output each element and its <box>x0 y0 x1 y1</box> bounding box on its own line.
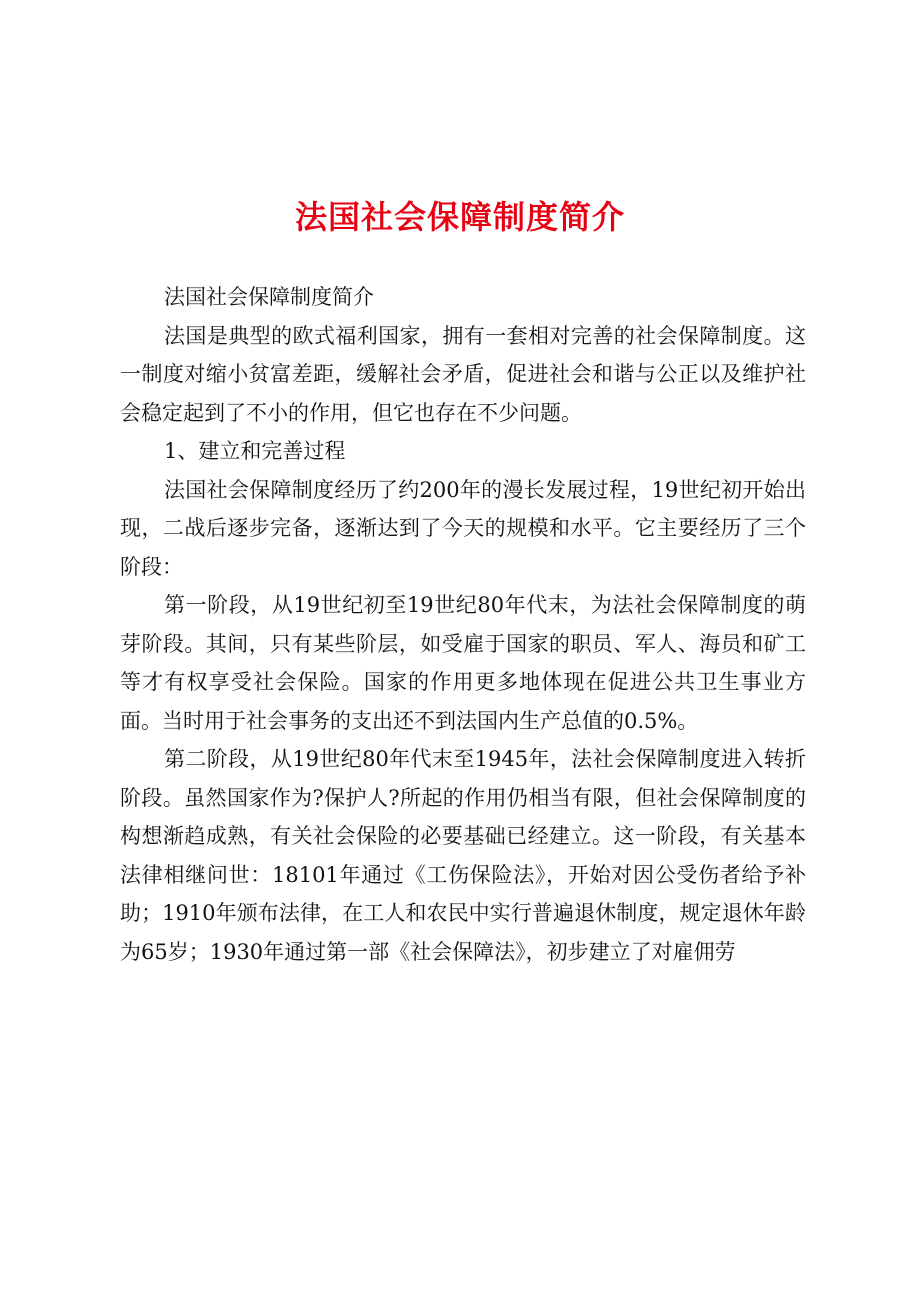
paragraph-stage-two: 第二阶段，从19世纪80年代末至1945年，法社会保障制度进入转折阶段。虽然国家作为?保护人?所起的作用仍相当有限，但社会保障制度的构想渐趋成熟，有关社会保险的必要基础已经建立。这一阶段，有关基本法律相继问世：18101年通过《工伤保险法》，开始对因公受伤者给予补助；1910年颁布法律，在工人和农民中实行普遍退休制度，规定退休年龄为65岁；1930年通过第一部《社会保障法》，初步建立了对雇佣劳 <box>120 747 806 964</box>
document-body <box>120 278 806 971</box>
paragraph-stage-one: 第一阶段，从19世纪初至19世纪80年代末，为法社会保障制度的萌芽阶段。其间，只有某些阶层，如受雇于国家的职员、军人、海员和矿工等才有权享受社会保险。国家的作用更多地体现在促进公共卫生事业方面。当时用于社会事务的支出还不到法国内生产总值的0.5%。 <box>120 593 806 733</box>
paragraph-subtitle: 法国社会保障制度简介 <box>164 285 374 309</box>
paragraph-overview: 法国社会保障制度经历了约200年的漫长发展过程，19世纪初开始出现，二战后逐步完备，逐渐达到了今天的规模和水平。它主要经历了三个阶段： <box>120 477 806 579</box>
document-title: 法国社会保障制度简介 <box>294 198 625 236</box>
section-heading: 1、建立和完善过程 <box>164 439 346 463</box>
paragraph-intro: 法国是典型的欧式福利国家，拥有一套相对完善的社会保障制度。这一制度对缩小贫富差距，缓解社会矛盾，促进社会和谐与公正以及维护社会稳定起到了不小的作用，但它也存在不少问题。 <box>120 323 806 425</box>
